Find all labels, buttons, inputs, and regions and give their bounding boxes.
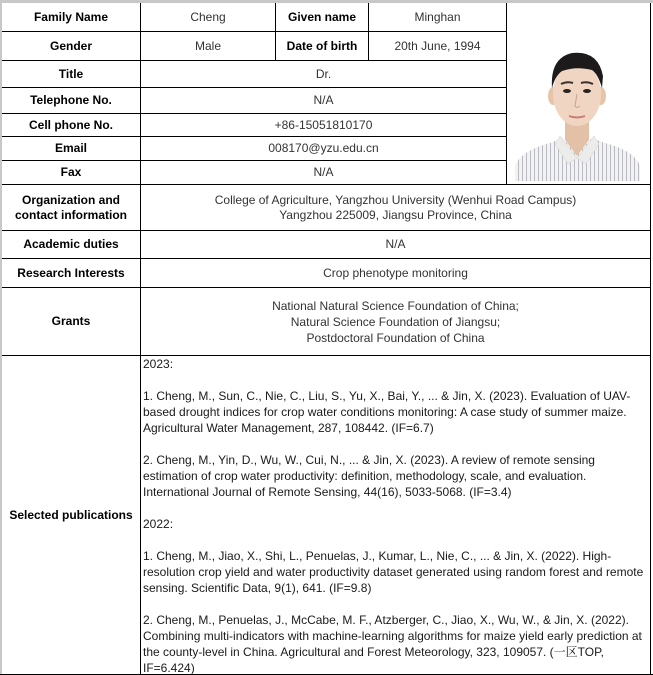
row-divider [2, 113, 506, 114]
row-divider [2, 136, 506, 137]
fax-value: N/A [313, 165, 334, 179]
column-divider [368, 3, 369, 60]
grants-value [141, 288, 650, 355]
column-divider [275, 3, 276, 60]
telephone-value: N/A [313, 93, 334, 107]
research-interests-value: Crop phenotype monitoring [323, 265, 468, 280]
organization-line2: Yangzhou 225009, Jiangsu Province, China [279, 207, 512, 222]
publication-item: 1. Cheng, M., Sun, C., Nie, C., Liu, S., Yu, X., Bai, Y., ... & Jin, X. (2023). Evaluation of UAV-based drought indices for crop water conditions monitoring: A case study of summer maize. Agricultural Water Management, 287, 108442. (IF=6.7) [143, 389, 631, 435]
given-name-value: Minghan [414, 9, 461, 24]
portrait-photo [510, 26, 645, 181]
publications-label: Selected publications [9, 508, 133, 522]
fax-label: Fax [60, 165, 82, 179]
organization-value [141, 185, 650, 230]
telephone-label: Telephone No. [30, 93, 112, 107]
row-divider [2, 230, 650, 231]
row-divider [2, 287, 650, 288]
grant-item: National Natural Science Foundation of China; [272, 298, 519, 313]
organization-label-line2: contact information [14, 207, 127, 222]
row-divider [2, 60, 506, 61]
gender-label: Gender [49, 38, 92, 53]
row-divider [2, 355, 650, 356]
cell-phone-label: Cell phone No. [29, 117, 113, 132]
gender-value: Male [194, 38, 221, 53]
grant-item: Natural Science Foundation of Jiangsu; [290, 314, 501, 329]
row-divider [2, 160, 506, 161]
row-divider [2, 184, 650, 185]
row-divider [2, 31, 506, 32]
publication-item: 1. Cheng, M., Jiao, X., Shi, L., Penuelas, J., Kumar, L., Nie, C., ... & Jin, X. (2022). High-resolution crop yield and water productivity dataset generated using random forest and remote sensing. Scientific Data, 9(1), 641. (IF=9.8) [143, 549, 644, 595]
publication-year: 2023: [143, 357, 174, 371]
dob-value: 20th June, 1994 [394, 38, 481, 53]
publication-year: 2022: [143, 517, 174, 531]
publication-item: 2. Cheng, M., Penuelas, J., McCabe, M. F., Atzberger, C., Jiao, X., Wu, W., & Jin, X. (2022). Combining multi-indicators with machine-learning algorithms for maize yield early prediction at the county-level in China. Agricultural and Forest Meteorology, 323, 109057. (一区TOP, IF=6.424) [143, 613, 642, 675]
organization-label [2, 185, 140, 230]
publications-list [143, 356, 648, 675]
family-name-value: Cheng [190, 9, 226, 24]
column-divider [506, 3, 507, 184]
organization-line1: College of Agriculture, Yangzhou University (Wenhui Road Campus) [214, 192, 577, 207]
title-value: Dr. [315, 66, 332, 81]
publication-item: 2. Cheng, M., Yin, D., Wu, W., Cui, N., ... & Jin, X. (2023). A review of remote sensing estimation of crop water productivity: definition, methodology, scale, and evaluation. International Journal of Remote Sensing, 44(16), 5033-5068. (IF=3.4) [143, 453, 595, 499]
email-label: Email [54, 141, 87, 155]
grant-item: Postdoctoral Foundation of China [306, 330, 485, 345]
academic-duties-value: N/A [385, 237, 406, 251]
academic-duties-label: Academic duties [23, 237, 119, 251]
row-divider [2, 258, 650, 259]
family-name-label: Family Name [33, 9, 109, 24]
grants-label: Grants [51, 314, 91, 328]
portrait-icon [510, 26, 645, 181]
research-interests-label: Research Interests [17, 265, 125, 280]
given-name-label: Given name [287, 9, 357, 24]
email-value: 008170@yzu.edu.cn [268, 141, 379, 155]
dob-label: Date of birth [286, 38, 358, 53]
column-divider [140, 3, 141, 675]
organization-label-line1: Organization and [21, 192, 120, 207]
row-divider [2, 87, 506, 88]
cell-phone-value: +86-15051810170 [274, 117, 373, 132]
title-label: Title [58, 66, 84, 81]
column-divider [650, 3, 651, 675]
